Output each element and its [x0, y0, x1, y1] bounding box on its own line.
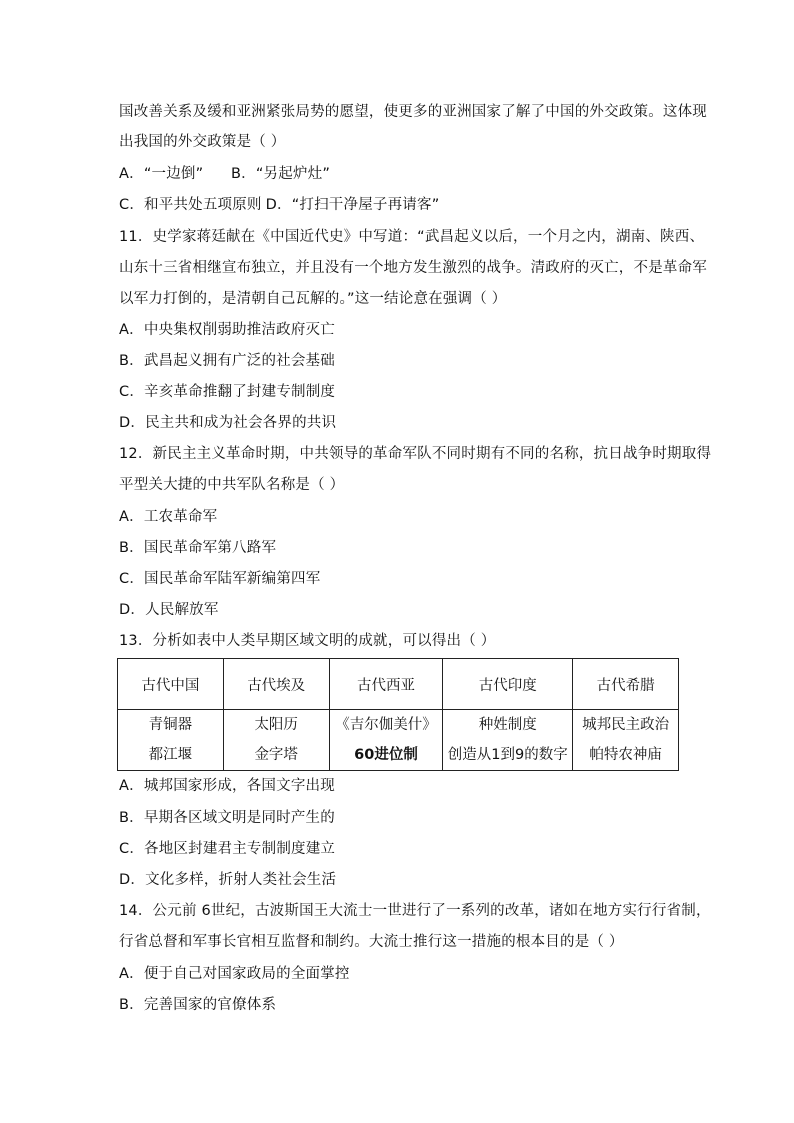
q10-option-d: D．“打扫干净屋子再请客” — [265, 197, 440, 213]
q12-stem-line-2: 平型关大捷的中共军队名称是（ ） — [119, 477, 345, 493]
q11-option-c: C．辛亥革命推翻了封建专制制度 — [119, 384, 336, 400]
q11-stem-line-2: 山东十三省相继宣布独立，并且没有一个地方发生激烈的战争。清政府的灭亡，不是革命军 — [119, 260, 707, 276]
achievement-1: 种姓制度 — [478, 717, 537, 733]
achievement-2: 帕特农神庙 — [589, 747, 662, 763]
q10-options-cd — [119, 195, 439, 215]
q14-option-a: A．便于自己对国家政局的全面掌控 — [119, 966, 350, 982]
achievement-2: 金字塔 — [254, 747, 298, 763]
achievement-1: 青铜器 — [148, 717, 193, 733]
achievement-2: 创造从1到9的数字 — [447, 747, 568, 763]
achievement-1: 太阳历 — [254, 717, 298, 733]
table-header-cell: 古代印度 — [443, 659, 573, 710]
table-header-cell: 古代西亚 — [329, 659, 443, 710]
q10-options-ab — [119, 164, 330, 184]
achievement-1: 城邦民主政治 — [582, 717, 670, 733]
q13-option-b: B．早期各区域文明是同时产生的 — [119, 810, 335, 826]
achievement-1: 《吉尔伽美什》 — [335, 717, 437, 733]
q10-option-a: A．“一边倒” — [119, 166, 204, 182]
q10-stem-line-2: 出我国的外交政策是（ ） — [119, 134, 286, 150]
q12-stem-line-1: 12．新民主主义革命时期，中共领导的革命军队不同时期有不同的名称，抗日战争时期取得 — [119, 446, 712, 462]
achievement-2: 都江堰 — [148, 747, 193, 763]
q11-option-b: B．武昌起义拥有广泛的社会基础 — [119, 353, 335, 369]
table-cell — [443, 710, 573, 771]
q10-option-b: B．“另起炉灶” — [231, 166, 331, 182]
table-header-cell: 古代埃及 — [223, 659, 329, 710]
q11-option-d: D．民主共和成为社会各界的共识 — [119, 415, 337, 431]
table-cell — [223, 710, 329, 771]
q13-option-a: A．城邦国家形成，各国文字出现 — [119, 778, 335, 794]
q12-option-c: C．国民革命军陆军新编第四军 — [119, 571, 321, 587]
q11-stem-line-3: 以军力打倒的，是清朝自己瓦解的。”这一结论意在强调（ ） — [119, 291, 507, 307]
table-header-cell: 古代希腊 — [573, 659, 679, 710]
table-row — [118, 710, 679, 771]
q13-option-c: C．各地区封建君主专制制度建立 — [119, 841, 336, 857]
q11-option-a: A．中央集权削弱助推洁政府灭亡 — [119, 322, 335, 338]
achievement-2: 60进位制 — [354, 747, 418, 763]
q14-stem-line-1: 14．公元前 6世纪，古波斯国王大流士一世进行了一系列的改革，诸如在地方实行行省制， — [119, 903, 711, 919]
q12-option-b: B．国民革命军第八路军 — [119, 540, 277, 556]
q12-option-a: A．工农革命军 — [119, 509, 218, 525]
table-header-row — [118, 659, 679, 710]
q14-stem-line-2: 行省总督和军事长官相互监督和制约。大流士推行这一措施的根本目的是（ ） — [119, 934, 624, 950]
q13-stem: 13．分析如表中人类早期区域文明的成就，可以得出（ ） — [119, 633, 496, 649]
q11-stem-line-1: 11．史学家蒋廷献在《中国近代史》中写道：“武昌起义以后，一个月之内，湖南、陕西、 — [119, 229, 705, 245]
table-header-cell: 古代中国 — [118, 659, 224, 710]
table-cell — [329, 710, 443, 771]
table-cell — [118, 710, 224, 771]
civilization-table — [117, 658, 679, 771]
q10-stem-line-1: 国改善关系及缓和亚洲紧张局势的愿望，使更多的亚洲国家了解了中国的外交政策。这体现 — [119, 104, 707, 120]
q14-option-b: B．完善国家的官僚体系 — [119, 997, 277, 1013]
table-cell — [573, 710, 679, 771]
q10-option-c: C．和平共处五项原则 — [119, 197, 262, 213]
q12-option-d: D．人民解放军 — [119, 602, 219, 618]
q13-option-d: D．文化多样，折射人类社会生活 — [119, 872, 337, 888]
